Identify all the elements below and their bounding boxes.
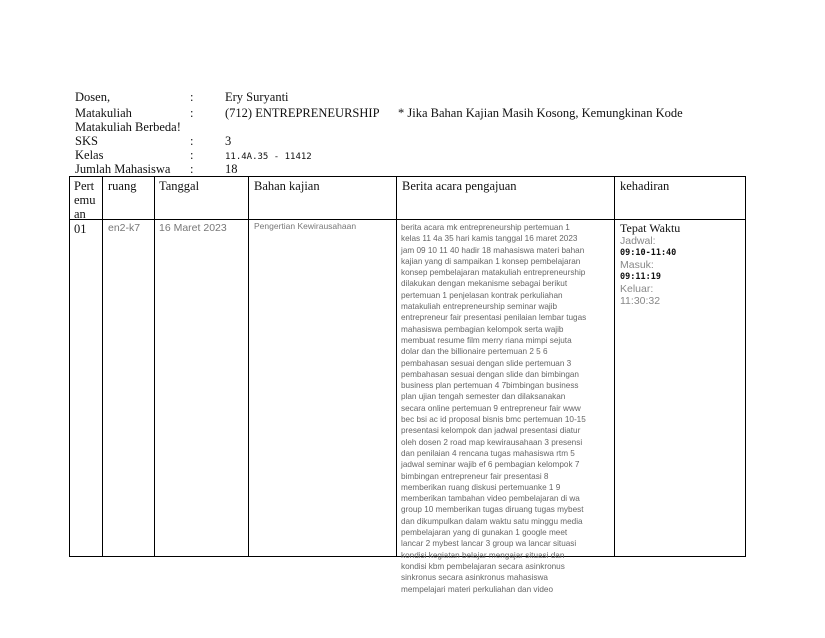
berita-line: plan ujian tengah semester dan dilaksanakan xyxy=(401,392,566,402)
berita-line: dan dikumpulkan dalam waktu satu minggu media xyxy=(401,516,583,526)
berita-line: memberikan ruang diskusi pertemuanke 1 9 xyxy=(401,482,561,492)
berita-line: pertemuan 1 penjelasan kontrak perkuliahan xyxy=(401,290,563,300)
cell-bahan-kajian: Pengertian Kewirausahaan xyxy=(254,221,357,231)
berita-line: memberikan tambahan video pembelajaran di wa xyxy=(401,494,580,504)
kode-note-continued: Matakuliah Berbeda! xyxy=(75,120,181,134)
berita-line: oleh dosen 2 road map kewirausahaan 3 presensi xyxy=(401,437,583,447)
header-pertemuan xyxy=(74,179,96,221)
berita-line: bimbingan entrepreneur fair presentasi 8 xyxy=(401,471,549,481)
berita-line: dan penilaian 4 rencana tugas mahasiswa rtm 5 xyxy=(401,448,575,458)
berita-line: lancar 2 mybest lancar 3 group wa lancar situasi xyxy=(401,539,577,549)
berita-line: mahasiswa pembagian kelompok serta wajib xyxy=(401,324,564,334)
berita-line: pembelajaran yang di gunakan 1 google meet xyxy=(401,528,568,538)
berita-line: mempelajari materi perkuliahan dan video xyxy=(401,584,554,594)
header-kehadiran: kehadiran xyxy=(620,179,670,193)
sks-value: 3 xyxy=(225,134,232,148)
berita-line: group 10 memberikan tugas diruang tugas mybest xyxy=(401,505,584,515)
berita-line: berita acara mk entrepreneurship pertemuan 1 xyxy=(401,223,570,232)
kelas-separator: : xyxy=(190,148,194,162)
jumlah-mahasiswa-label: Jumlah Mahasiswa xyxy=(75,162,171,176)
berita-line: entrepreneur fair presentasi penilaian lembar tugas xyxy=(401,313,587,323)
berita-line: kondisi kbm pembelajaran secara asinkronus xyxy=(401,561,565,571)
sks-separator: : xyxy=(190,134,194,148)
header-bahan-kajian: Bahan kajian xyxy=(254,179,320,193)
cell-ruang: en2-k7 xyxy=(108,222,141,234)
matakuliah-separator: : xyxy=(190,106,194,120)
jumlah-mahasiswa-separator: : xyxy=(190,162,194,176)
kode-note: * Jika Bahan Kajian Masih Kosong, Kemungkinan Kode xyxy=(398,106,683,120)
keluar-label: Keluar: xyxy=(620,283,654,295)
dosen-label: Dosen, xyxy=(75,90,111,104)
berita-line: business plan pertemuan 4 7bimbingan business xyxy=(401,381,579,391)
berita-line: matakuliah entrepreneurship seminar wajib xyxy=(401,302,558,312)
kehadiran-status: Tepat Waktu xyxy=(620,221,681,235)
column-divider xyxy=(614,177,615,556)
masuk-label: Masuk: xyxy=(620,259,654,271)
column-divider xyxy=(396,177,397,556)
column-divider xyxy=(154,177,155,556)
berita-line: kajian yang di sampaikan 1 konsep pembelajaran xyxy=(401,256,581,266)
matakuliah-value: (712) ENTREPRENEURSHIP xyxy=(225,106,380,120)
berita-line: sinkronus secara asinkronus mahasiswa xyxy=(401,573,548,583)
header-tanggal: Tanggal xyxy=(159,179,200,193)
berita-line: dilakukan dengan mekanisme sebagai berikut xyxy=(401,279,568,289)
cell-berita-acara xyxy=(401,222,609,594)
berita-line: presentasi kelompok dan jadwal presentasi diatur xyxy=(401,426,581,436)
jadwal-value: 09:10-11:40 xyxy=(620,248,677,258)
berita-line: secara online pertemuan 9 entrepreneur fair www xyxy=(401,403,581,413)
header-row-divider xyxy=(70,219,745,220)
berita-line: membuat resume film merry riana mimpi sejuta xyxy=(401,335,572,345)
berita-line: kondisi kegiatan belajar mengajar situasi dan xyxy=(401,550,565,560)
header-berita-acara: Berita acara pengajuan xyxy=(402,179,517,193)
berita-line: pembahasan sesuai dengan slide pertemuan 3 xyxy=(401,358,572,368)
berita-line: dolar dan the billionaire pertemuan 2 5 6 xyxy=(401,347,548,357)
column-divider xyxy=(248,177,249,556)
berita-line: bec bsi ac id proposal bisnis bmc pertemuan 10-15 xyxy=(401,415,586,425)
jumlah-mahasiswa-value: 18 xyxy=(225,162,238,176)
masuk-value: 09:11:19 xyxy=(620,272,661,282)
kelas-value: 11.4A.35 - 11412 xyxy=(225,152,312,162)
berita-line: kelas 11 4a 35 hari kamis tanggal 16 maret 2023 xyxy=(401,234,578,244)
column-divider xyxy=(102,177,103,556)
cell-tanggal: 16 Maret 2023 xyxy=(159,222,227,234)
berita-line: pembahasan sesuai dengan slide dan bimbingan xyxy=(401,369,579,379)
berita-acara-table xyxy=(69,176,746,594)
cell-kehadiran xyxy=(620,222,740,307)
kelas-label: Kelas xyxy=(75,148,104,162)
keluar-value: 11:30:32 xyxy=(620,295,661,307)
header-pertemuan-line: Pert xyxy=(74,179,95,193)
berita-line: konsep pembelajaran matakuliah entrepreneurship xyxy=(401,268,586,278)
matakuliah-label: Matakuliah xyxy=(75,106,132,120)
header-ruang: ruang xyxy=(108,179,137,193)
berita-line: jam 09 10 11 40 hadir 18 mahasiswa materi bahan xyxy=(401,245,585,255)
berita-line: jadwal seminar wajib ef 6 pembagian kelompok 7 xyxy=(401,460,580,470)
header-pertemuan-line: emu xyxy=(74,193,96,207)
jadwal-label: Jadwal: xyxy=(620,235,656,247)
cell-pertemuan: 01 xyxy=(74,222,87,236)
sks-label: SKS xyxy=(75,134,98,148)
dosen-separator: : xyxy=(190,90,194,104)
dosen-value: Ery Suryanti xyxy=(225,90,289,104)
header-pertemuan-line: an xyxy=(74,207,86,221)
